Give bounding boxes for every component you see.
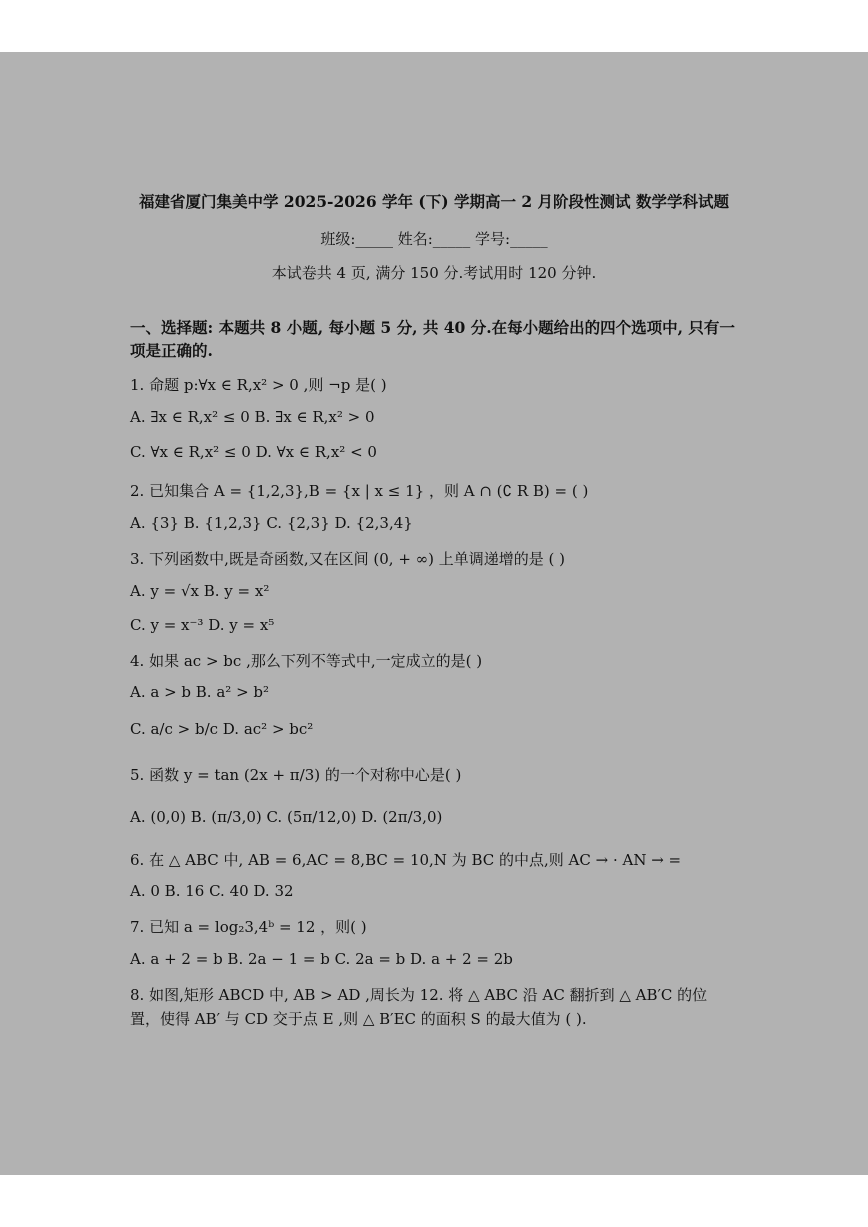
question-1-options-row-1: A. ∃x ∈ R,x² ≤ 0 B. ∃x ∈ R,x² > 0	[130, 408, 375, 426]
question-4-options-row-1: A. a > b B. a² > b²	[130, 683, 270, 701]
exam-title: 福建省厦门集美中学 2025-2026 学年 (下) 学期高一 2 月阶段性测试 数学学科试题	[139, 192, 729, 211]
question-2-options-row-1: A. {3} B. {1,2,3} C. {2,3} D. {2,3,4}	[130, 514, 413, 532]
question-4-stem: 4. 如果 ac > bc ,那么下列不等式中,一定成立的是( )	[130, 652, 483, 670]
question-1-options-row-2: C. ∀x ∈ R,x² ≤ 0 D. ∀x ∈ R,x² < 0	[130, 443, 377, 461]
question-3-options-row-1: A. y = √x B. y = x²	[130, 582, 270, 600]
question-6-stem: 6. 在 △ ABC 中, AB = 6,AC = 8,BC = 10,N 为 BC 的中点,则 AC → · AN → =	[130, 851, 682, 869]
question-3-options-row-2: C. y = x⁻³ D. y = x⁵	[130, 616, 275, 634]
question-8-stem-continued: 置，使得 AB′ 与 CD 交于点 E ,则 △ B′EC 的面积 S 的最大值为 ( ).	[130, 1010, 587, 1028]
question-6-options-row-1: A. 0 B. 16 C. 40 D. 32	[130, 882, 294, 900]
question-5-options-row-1: A. (0,0) B. (π/3,0) C. (5π/12,0) D. (2π/3,0)	[130, 808, 443, 826]
question-2-stem: 2. 已知集合 A = {1,2,3},B = {x | x ≤ 1} ，则 A ∩ (∁ R B) = ( )	[130, 482, 589, 500]
question-5-stem: 5. 函数 y = tan (2x + π/3) 的一个对称中心是( )	[130, 766, 462, 784]
question-8-stem: 8. 如图,矩形 ABCD 中, AB > AD ,周长为 12. 将 △ ABC 沿 AC 翻折到 △ AB′C 的位	[130, 986, 708, 1004]
document-page	[0, 52, 868, 1175]
exam-note: 本试卷共 4 页, 满分 150 分.考试用时 120 分钟.	[271, 264, 597, 282]
question-4-options-row-2: C. a/c > b/c D. ac² > bc²	[130, 720, 314, 738]
student-info-line: 班级:_____ 姓名:_____ 学号:_____	[320, 230, 548, 248]
question-7-stem: 7. 已知 a = log₂3,4ᵇ = 12 ，则( )	[130, 918, 367, 936]
question-7-options-row-1: A. a + 2 = b B. 2a − 1 = b C. 2a = b D. a + 2 = 2b	[130, 950, 513, 968]
section-heading: 一、选择题: 本题共 8 小题, 每小题 5 分, 共 40 分.在每小题给出的四个选项中, 只有一项是正确的.	[130, 318, 735, 360]
question-3-stem: 3. 下列函数中,既是奇函数,又在区间 (0, + ∞) 上单调递增的是 ( )	[130, 550, 566, 568]
question-1-stem: 1. 命题 p:∀x ∈ R,x² > 0 ,则 ¬p 是( )	[130, 376, 387, 394]
